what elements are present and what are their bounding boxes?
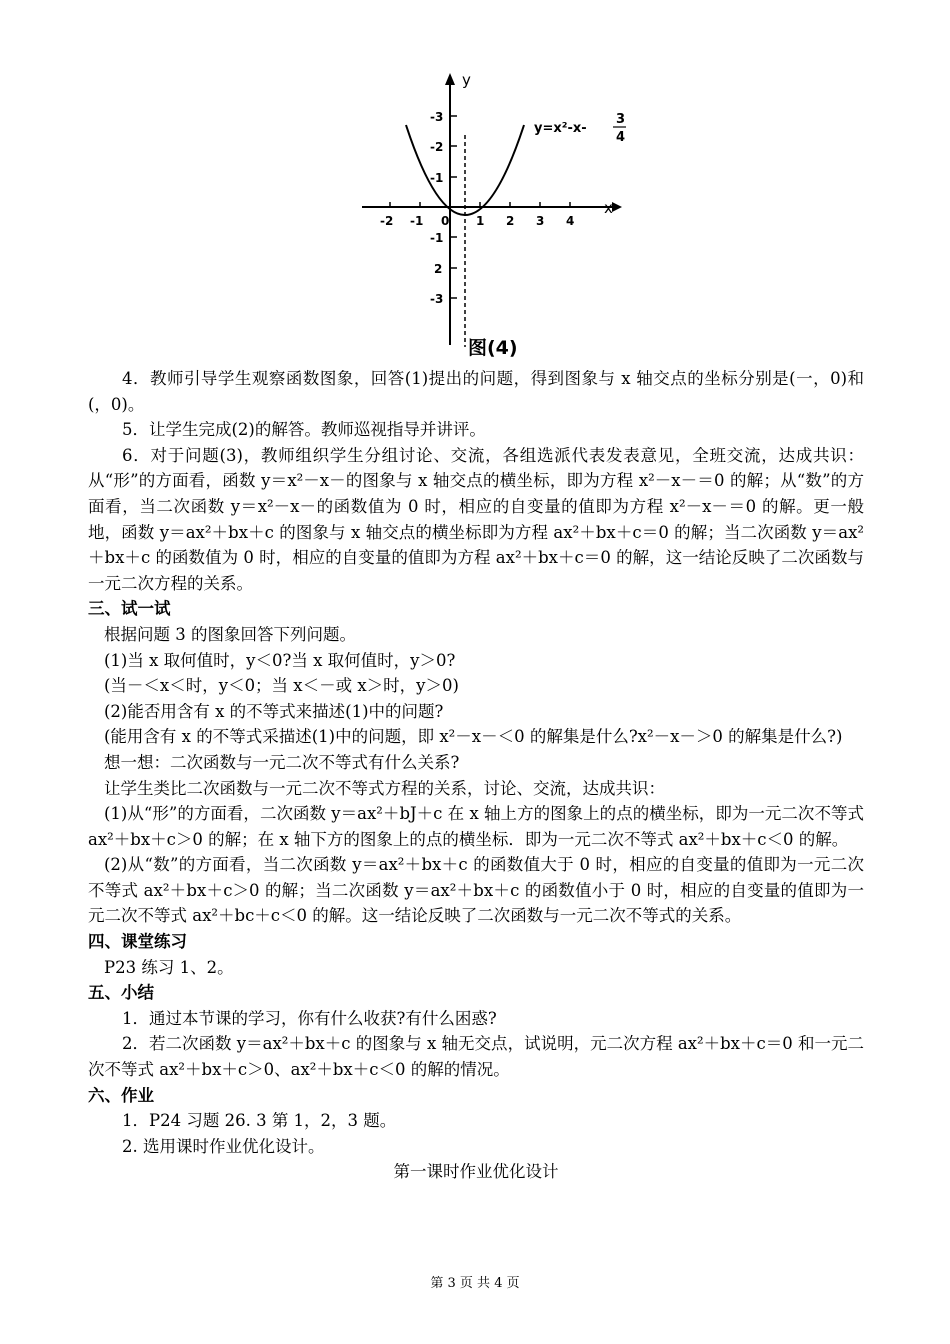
y-tick-label: -3 [430,110,444,124]
y-tick-label: -1 [430,231,444,245]
subsection-title: 第一课时作业优化设计 [393,1162,559,1182]
x-tick-label: 0 [441,214,450,228]
paragraph: 让学生类比二次函数与一元二次不等式方程的关系，讨论、交流，达成共识： [104,778,665,798]
x-axis-arrow [612,202,622,212]
paragraph: (2)能否用含有 x 的不等式来描述(1)中的问题? [104,701,444,721]
figure-caption: 图(4) [468,337,518,359]
paragraph: (2)从“数”的方面看，当二次函数 y＝ax²＋bx＋c 的函数值大于 0 时，相应的自变量的值即为一元二次不等式 ax²＋bx＋c＞0 的解；当二次函数 y＝ax²＋bx＋c 的函数值小于 0 时，相应的自变量的值即为一元二次不等式 ax²＋bc＋c＜0 的解。这一结论反映了二次函数与一元二次不等式的关系。 [88,855,864,926]
paragraph: (1)当 x 取何值时，y＜0?当 x 取何值时，y＞0? [104,650,456,670]
section-heading: 五、小结 [88,983,154,1003]
document-body [88,366,864,1185]
y-axis-label: y [462,71,471,89]
paragraph: P23 练习 1、2。 [104,957,234,977]
x-axis-label: x [604,199,613,217]
paragraph: 1．通过本节课的学习，你有什么收获?有什么困惑? [122,1008,497,1028]
parabola-graph [350,65,640,360]
x-tick-label: 2 [506,214,515,228]
section-heading: 三、试一试 [88,599,171,619]
x-tick-label: 3 [536,214,545,228]
page-footer: 第 3 页 共 4 页 [430,1276,520,1291]
x-tick-label: -1 [410,214,424,228]
x-tick-label: 4 [566,214,575,228]
paragraph: 4．教师引导学生观察函数图象，回答(1)提出的问题，得到图象与 x 轴交点的坐标分别是(一，0)和(，0)。 [88,369,864,414]
parabola-figure [350,65,640,360]
section-heading: 四、课堂练习 [88,932,187,952]
fraction-denominator: 4 [616,130,626,145]
y-tick-label: -3 [430,292,444,306]
equation-label: y=x²-x- [534,121,587,136]
paragraph: 5．让学生完成(2)的解答。教师巡视指导并讲评。 [122,420,486,440]
paragraph: 想一想：二次函数与一元二次不等式有什么关系? [104,752,460,772]
fraction-numerator: 3 [616,112,626,127]
paragraph: 2．若二次函数 y＝ax²＋bx＋c 的图象与 x 轴无交点，试说明，元二次方程 ax²＋bx＋c＝0 和一元二次不等式 ax²＋bx＋c＞0、ax²＋bx＋c＜0 的解的情况。 [88,1034,864,1080]
paragraph: 6．对于问题(3)，教师组织学生分组讨论、交流，各组选派代表发表意见，全班交流，达成共识：从“形”的方面看，函数 y＝x²－x－的图象与 x 轴交点的横坐标，即为方程 x²－x－＝0 的解；从“数”的方面看，当二次函数 y＝x²－x－的函数值为 0 时，相应的自变量的值即为方程 x²－x－＝0 的解。更一般地，函数 y＝ax²＋bx＋c 的图象与 x 轴交点的横坐标即为方程 ax²＋bx＋c＝0 的解；当二次函数 y＝ax²＋bx＋c 的函数值为 0 时，相应的自变量的值即为方程 ax²＋bx＋c＝0 的解，这一结论反映了二次函数与一元二次方程的关系。 [88,445,864,593]
y-tick-label: -1 [430,171,444,185]
paragraph: 1．P24 习题 26. 3 第 1，2，3 题。 [122,1111,397,1131]
y-tick-label: -2 [430,140,444,154]
section-heading: 六、作业 [88,1085,154,1105]
paragraph: (1)从“形”的方面看，二次函数 y＝ax²＋bJ＋c 在 x 轴上方的图象上的点的横坐标，即为一元二次不等式 ax²＋bx＋c＞0 的解；在 x 轴下方的图象上的点的横坐标．即为一元二次不等式 ax²＋bx＋c＜0 的解。 [88,804,864,849]
paragraph: 根据问题 3 的图象回答下列问题。 [104,624,356,644]
paragraph: (能用含有 x 的不等式采描述(1)中的问题，即 x²－x－＜0 的解集是什么?x²－x－＞0 的解集是什么?) [104,727,843,747]
paragraph: (当－＜x＜时，y＜0；当 x＜－或 x＞时，y＞0) [104,676,459,696]
y-axis-arrow [445,73,455,85]
x-tick-label: -2 [380,214,394,228]
paragraph: 2. 选用课时作业优化设计。 [122,1136,325,1156]
y-tick-label: 2 [434,262,443,276]
x-tick-label: 1 [476,214,485,228]
